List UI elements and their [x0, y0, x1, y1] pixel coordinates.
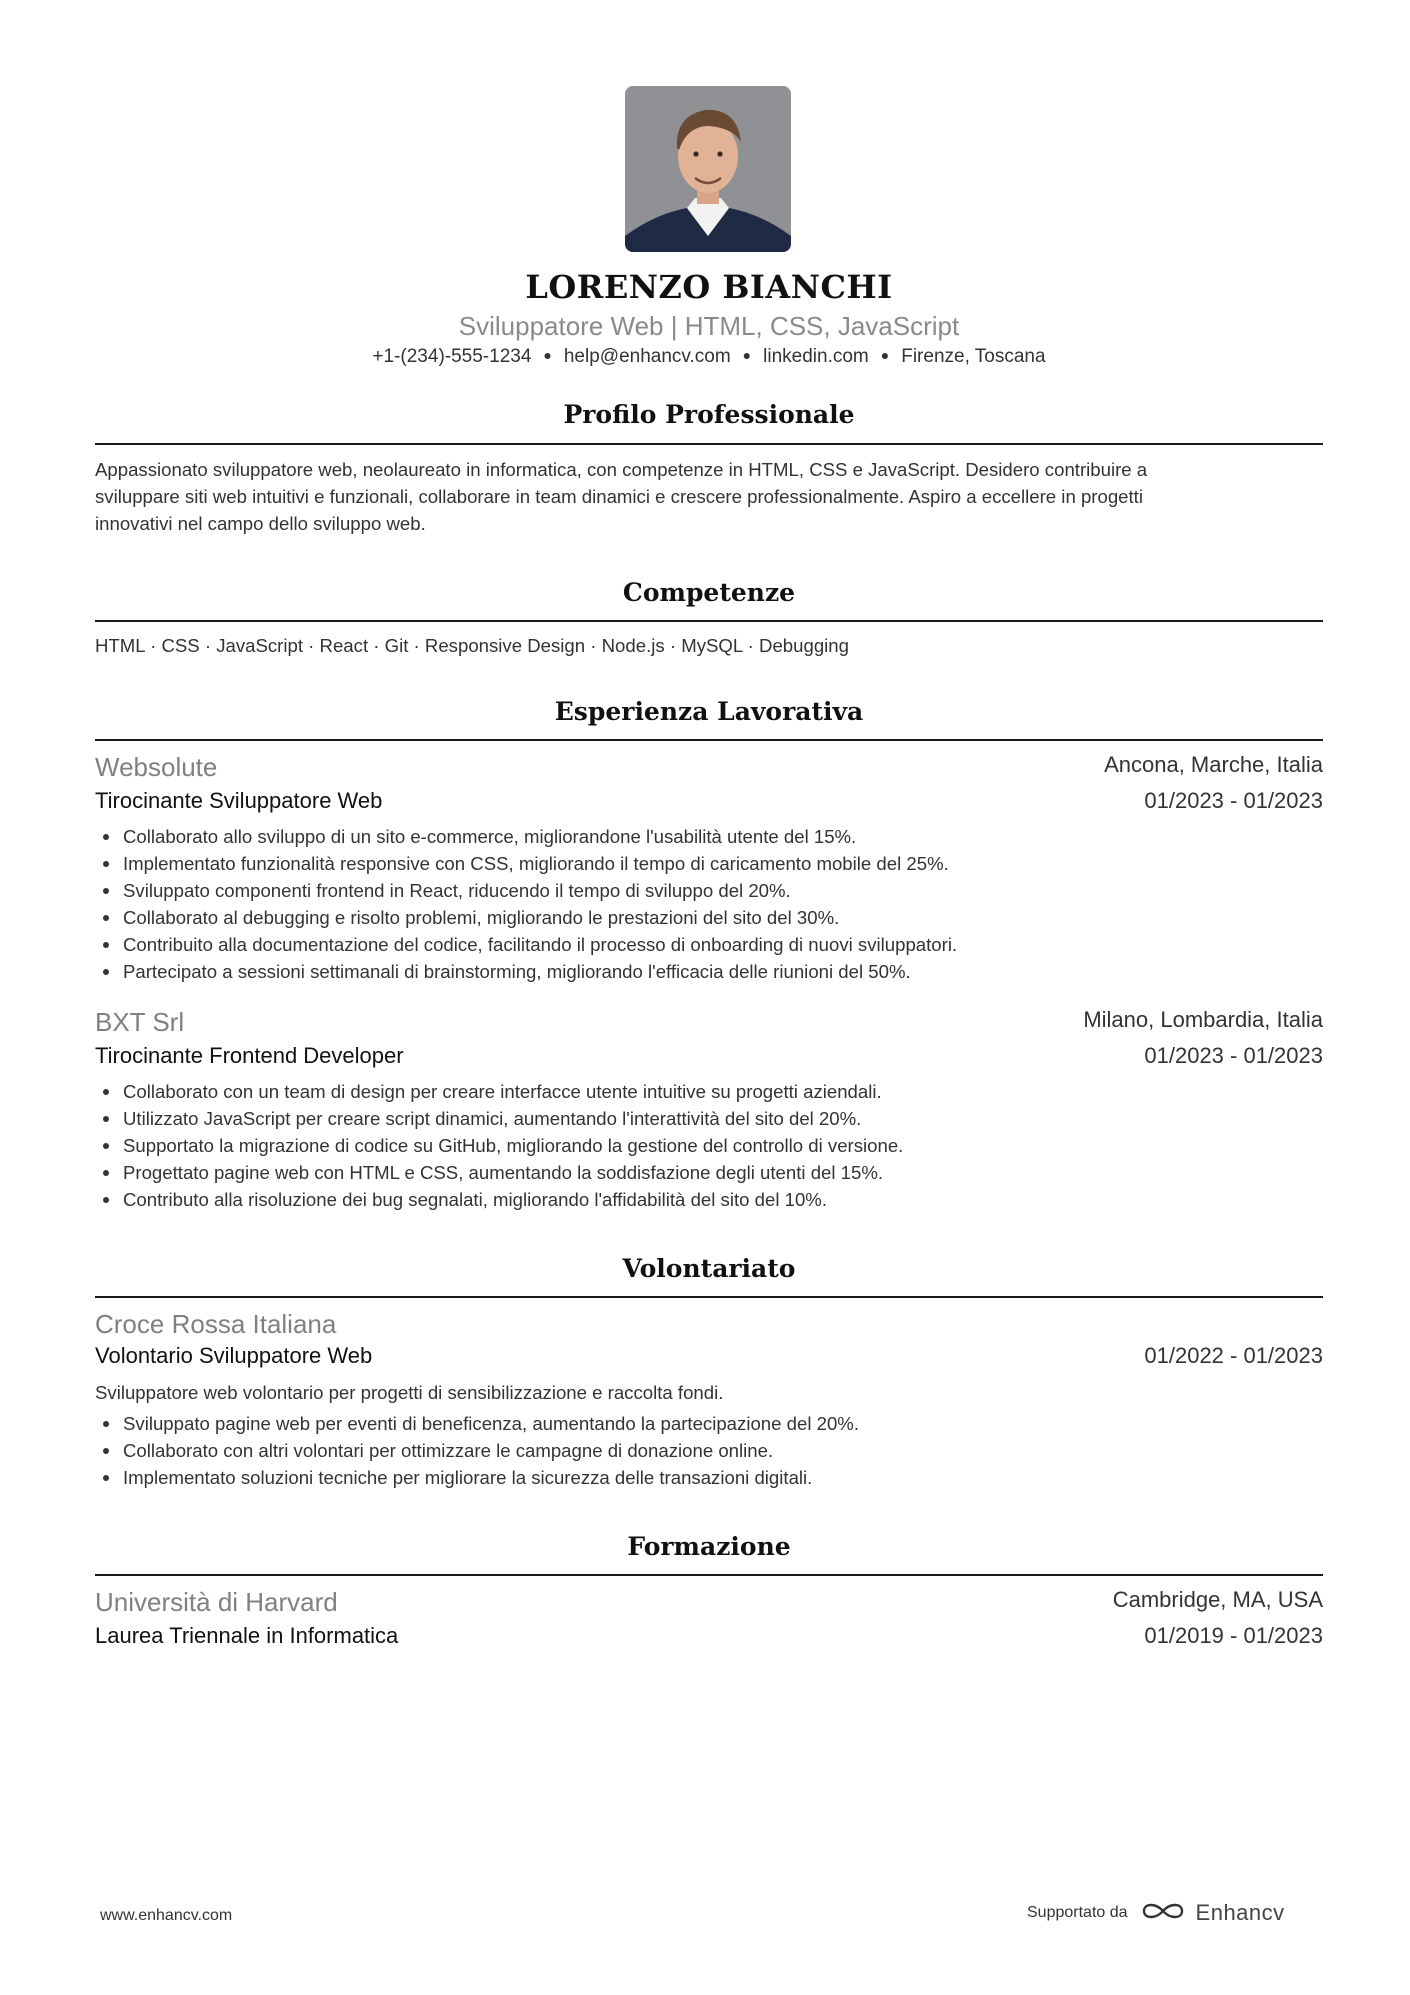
separator-dot: ●	[543, 347, 552, 363]
company-name: Websolute	[95, 752, 218, 782]
list-item: Contribuito alla documentazione del codice, facilitando il processo di onboarding di nuovi sviluppatori.	[95, 931, 1323, 958]
section-title-profile: Profilo Professionale	[563, 400, 855, 429]
section-divider	[95, 1296, 1323, 1298]
section-divider	[95, 620, 1323, 622]
job-location: Ancona, Marche, Italia	[1104, 752, 1323, 777]
contact-line	[95, 346, 1323, 368]
section-divider	[95, 443, 1323, 445]
list-item: Supportato la migrazione di codice su GitHub, migliorando la gestione del controllo di versione.	[95, 1132, 1323, 1159]
company-name: BXT Srl	[95, 1007, 185, 1037]
list-item: Utilizzato JavaScript per creare script dinamici, aumentando l'interattività del sito del 20%.	[95, 1105, 1323, 1132]
linkedin[interactable]: linkedin.com	[763, 346, 869, 367]
phone[interactable]: +1-(234)-555-1234	[372, 346, 532, 367]
job-location: Milano, Lombardia, Italia	[1083, 1007, 1323, 1032]
brand-name: Enhancv	[1195, 1900, 1285, 1925]
job-bullets	[95, 823, 1323, 985]
volunteer-description: Sviluppatore web volontario per progetti di sensibilizzazione e raccolta fondi.	[95, 1382, 724, 1403]
section-title-experience: Esperienza Lavorativa	[554, 697, 864, 726]
candidate-headline: Sviluppatore Web | HTML, CSS, JavaScript	[458, 311, 960, 341]
list-item: Collaborato con altri volontari per ottimizzare le campagne di donazione online.	[95, 1437, 1323, 1464]
list-item: Contributo alla risoluzione dei bug segnalati, migliorando l'affidabilità del sito del 10%.	[95, 1186, 1323, 1213]
section-title-volunteering: Volontariato	[622, 1254, 796, 1283]
education-dates: 01/2019 - 01/2023	[1144, 1623, 1323, 1648]
list-item: Sviluppato pagine web per eventi di beneficenza, aumentando la partecipazione del 20%.	[95, 1410, 1323, 1437]
list-item: Sviluppato componenti frontend in React, riducendo il tempo di sviluppo del 20%.	[95, 877, 1323, 904]
profile-line: sviluppare siti web intuitivi e funzionali, collaborare in team dinamici e crescere professionalmente. Aspiro a eccellere in progetti	[95, 486, 1143, 507]
school-name: Università di Harvard	[95, 1587, 338, 1617]
job-bullets	[95, 1078, 1323, 1213]
volunteer-org: Croce Rossa Italiana	[95, 1309, 337, 1339]
section-title-skills: Competenze	[622, 578, 796, 607]
volunteer-bullets	[95, 1410, 1323, 1491]
volunteer-dates: 01/2022 - 01/2023	[1144, 1343, 1323, 1368]
footer-branding[interactable]	[1027, 1896, 1285, 1930]
list-item: Partecipato a sessioni settimanali di brainstorming, migliorando l'efficacia delle riunioni del 50%.	[95, 958, 1323, 985]
job-title: Tirocinante Sviluppatore Web	[95, 788, 383, 813]
list-item: Progettato pagine web con HTML e CSS, aumentando la soddisfazione degli utenti del 15%.	[95, 1159, 1323, 1186]
section-title-education: Formazione	[627, 1532, 791, 1561]
degree: Laurea Triennale in Informatica	[95, 1623, 399, 1648]
volunteer-role: Volontario Sviluppatore Web	[95, 1343, 373, 1368]
job-title: Tirocinante Frontend Developer	[95, 1043, 404, 1068]
separator-dot: ●	[742, 347, 752, 363]
profile-line: innovativi nel campo dello sviluppo web.	[95, 513, 426, 534]
list-item: Implementato funzionalità responsive con CSS, migliorando il tempo di caricamento mobile del 25%.	[95, 850, 1323, 877]
email[interactable]: help@enhancv.com	[563, 346, 731, 367]
section-divider	[95, 1574, 1323, 1576]
job-dates: 01/2023 - 01/2023	[1144, 788, 1323, 813]
profile-photo	[625, 86, 791, 252]
enhancv-logo-icon	[1140, 1899, 1186, 1928]
profile-line: Appassionato sviluppatore web, neolaureato in informatica, con competenze in HTML, CSS e JavaScript. Desidero contribuire a	[95, 459, 1148, 480]
list-item: Collaborato allo sviluppo di un sito e-commerce, migliorandone l'usabilità utente del 15%.	[95, 823, 1323, 850]
section-divider	[95, 739, 1323, 741]
job-dates: 01/2023 - 01/2023	[1144, 1043, 1323, 1068]
powered-by-label: Supportato da	[1027, 1904, 1128, 1921]
list-item: Collaborato con un team di design per creare interfacce utente intuitive su progetti aziendali.	[95, 1078, 1323, 1105]
school-location: Cambridge, MA, USA	[1112, 1587, 1323, 1612]
skills-list: HTML · CSS · JavaScript · React · Git · Responsive Design · Node.js · MySQL · Debugging	[95, 635, 849, 656]
profile-summary	[95, 456, 1323, 537]
separator-dot: ●	[880, 347, 890, 363]
candidate-name: LORENZO BIANCHI	[525, 268, 893, 306]
list-item: Collaborato al debugging e risolto problemi, migliorando le prestazioni del sito del 30%.	[95, 904, 1323, 931]
footer-website-link[interactable]: www.enhancv.com	[100, 1907, 233, 1924]
location: Firenze, Toscana	[901, 346, 1046, 367]
list-item: Implementato soluzioni tecniche per migliorare la sicurezza delle transazioni digitali.	[95, 1464, 1323, 1491]
